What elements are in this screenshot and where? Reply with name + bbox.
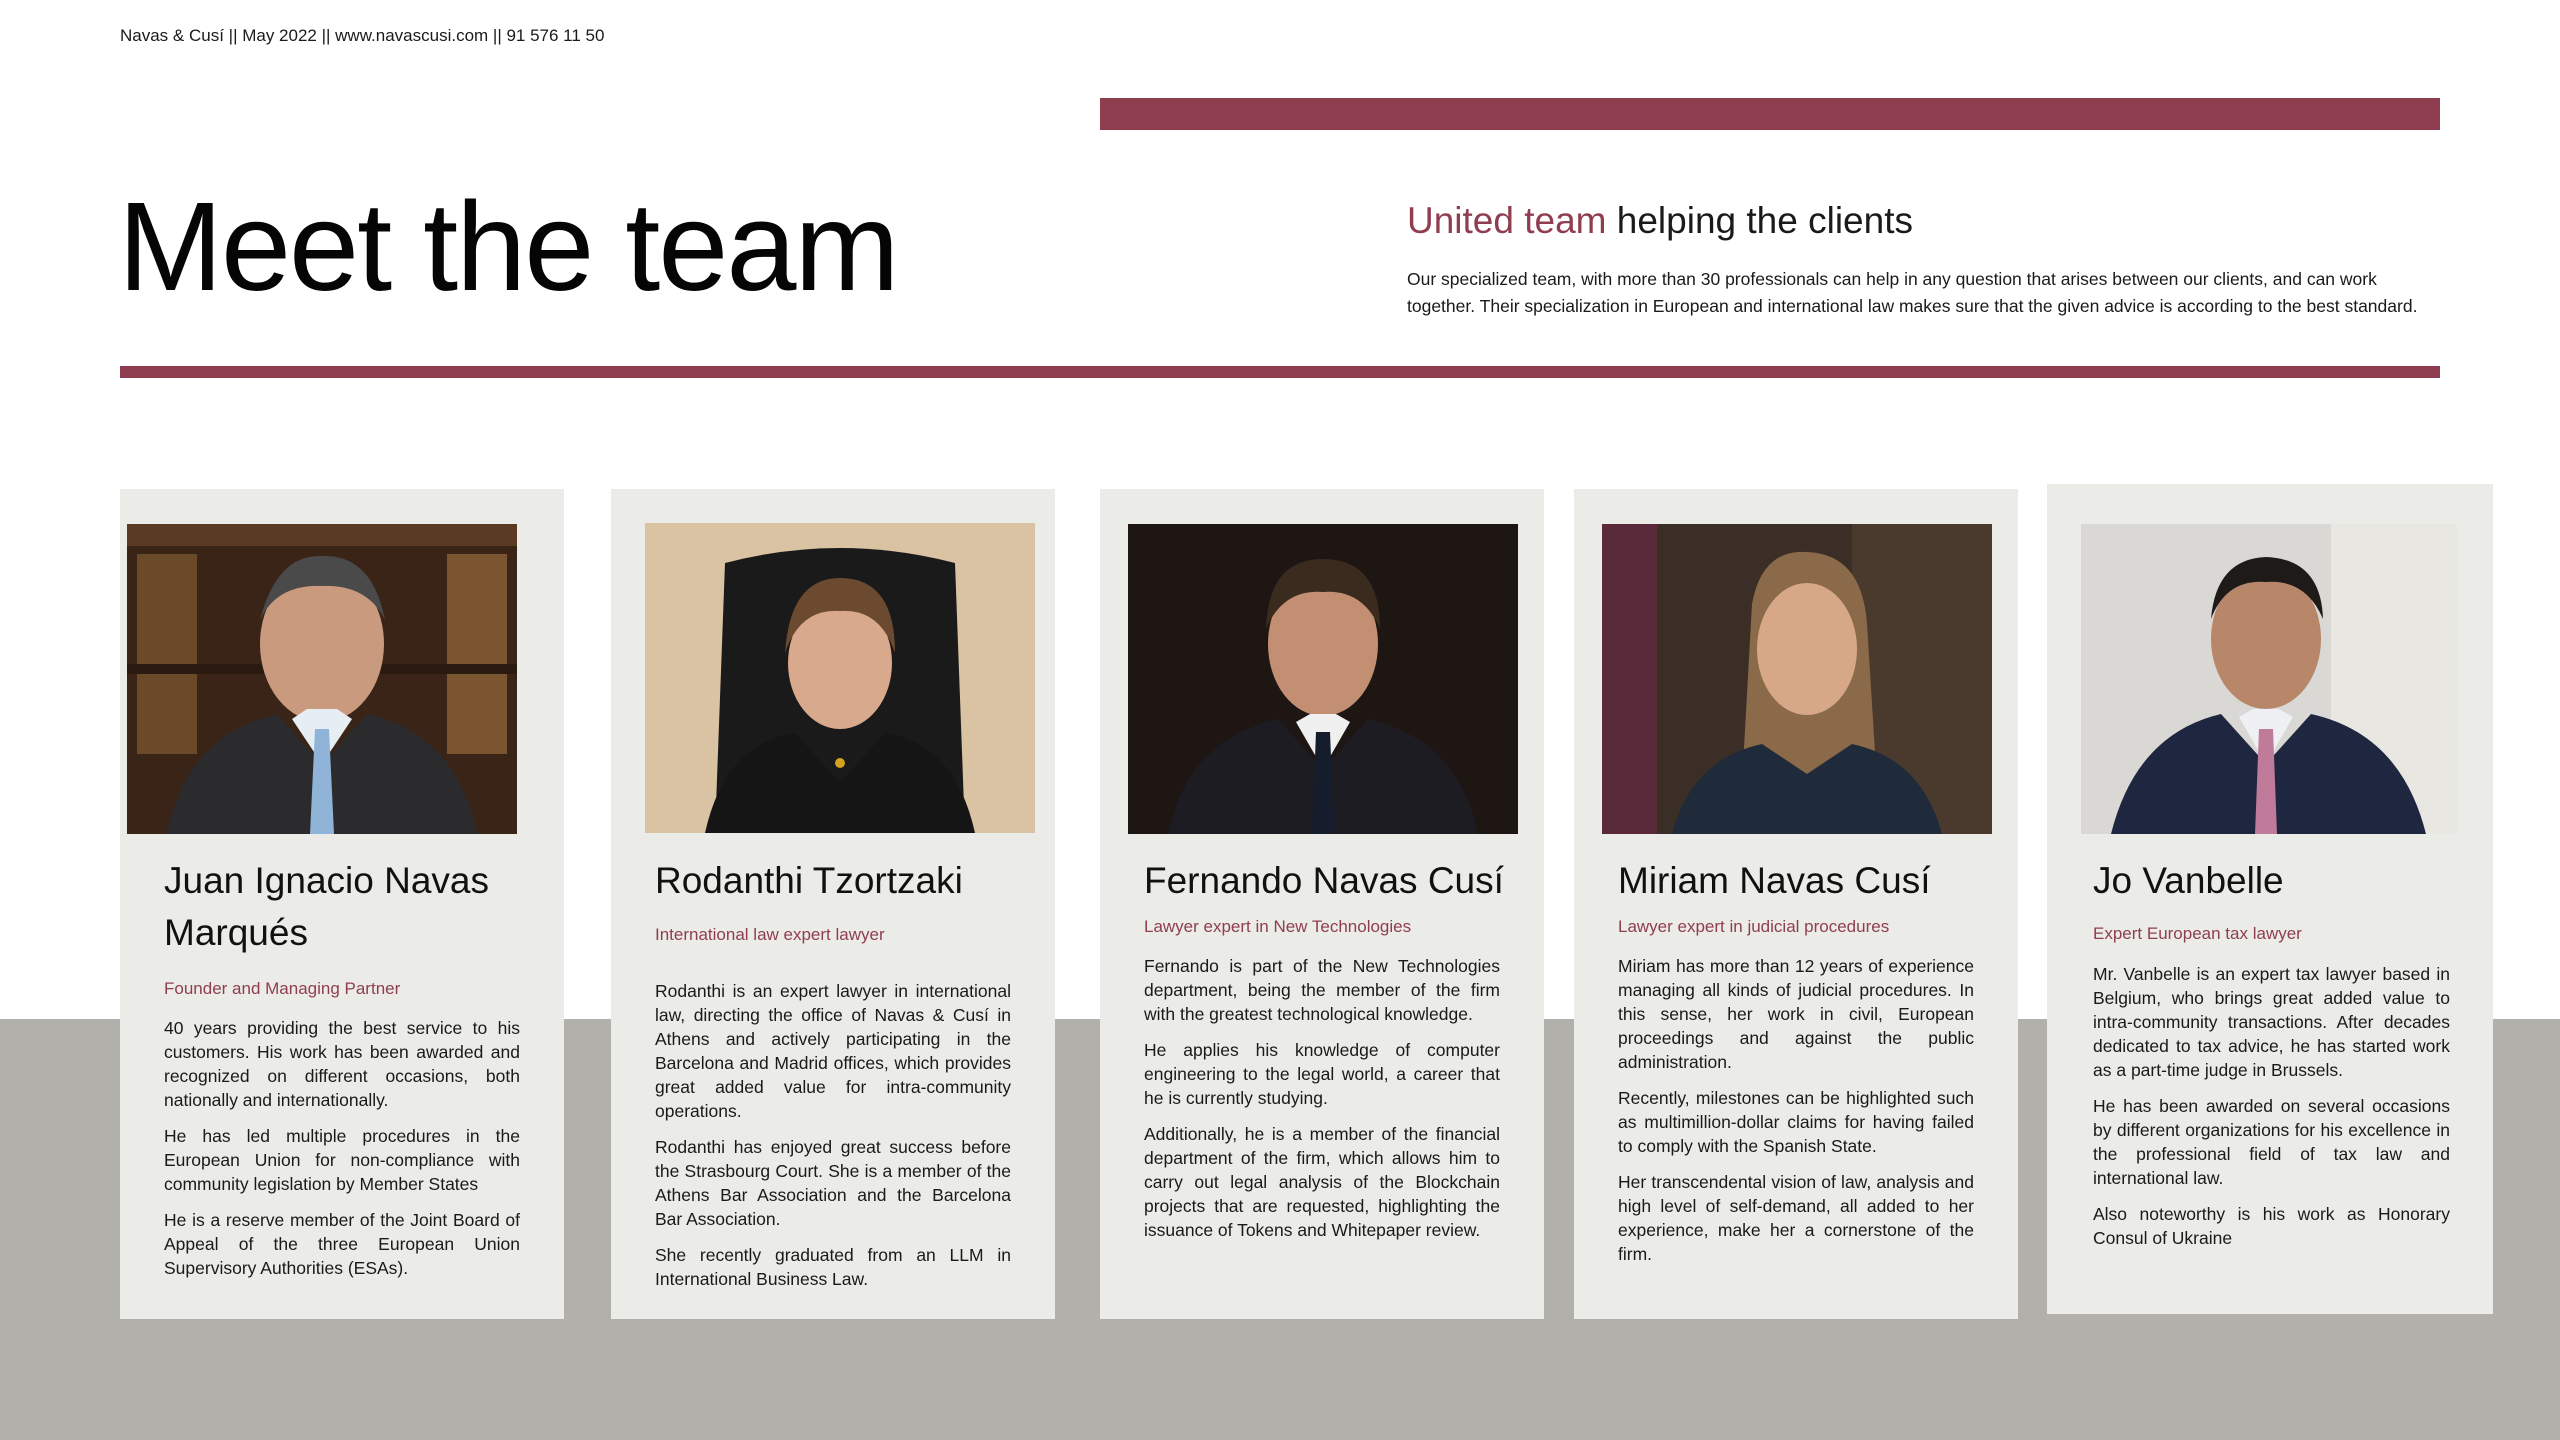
bio-paragraph: Also noteworthy is his work as Honorary Consul of Ukraine bbox=[2093, 1204, 2450, 1248]
intro-heading-rest: helping the clients bbox=[1606, 200, 1913, 241]
portrait-fernando bbox=[1128, 524, 1518, 834]
bio-paragraph: He has been awarded on several occasions by different organizations for his excellence in the professional field of tax law and international law. bbox=[2093, 1096, 2450, 1188]
bio-paragraph: Recently, milestones can be highlighted such as multimillion-dollar claims for having failed to comply with the Spanish State. bbox=[1618, 1088, 1974, 1156]
bio-paragraph: Additionally, he is a member of the financial department of the firm, which allows him to carry out legal analysis of the Blockchain projects that are requested, highlighting the issuance of Tokens and Whitepaper review. bbox=[1144, 1124, 1500, 1240]
member-bio bbox=[1618, 954, 1974, 1278]
bio-paragraph: Her transcendental vision of law, analysis and high level of self-demand, all added to her experience, make her a cornerstone of the firm. bbox=[1618, 1172, 1974, 1264]
member-name: Rodanthi Tzortzaki bbox=[655, 860, 963, 901]
team-card-rodanthi bbox=[611, 489, 1055, 1319]
team-card-jo bbox=[2047, 484, 2493, 1314]
intro-text: Our specialized team, with more than 30 professionals can help in any question that arises between our clients, and can work together. Their specialization in European and international law makes sure that the given advice is according to the best standard. bbox=[1407, 269, 2418, 316]
page-title: Meet the team bbox=[118, 176, 898, 317]
team-card-juan bbox=[120, 489, 564, 1319]
member-role: Expert European tax lawyer bbox=[2093, 924, 2302, 943]
bio-paragraph: Mr. Vanbelle is an expert tax lawyer based in Belgium, who brings great added value to intra-community transactions. After decades dedicated to tax advice, he has started work as a part-time judge in Brussels. bbox=[2093, 964, 2450, 1080]
member-name: Juan Ignacio Navas Marqués bbox=[164, 860, 489, 953]
portrait-juan bbox=[127, 524, 517, 834]
bio-paragraph: Miriam has more than 12 years of experience managing all kinds of judicial procedures. In this sense, her work in civil, European proceedings and against the public administration. bbox=[1618, 956, 1974, 1072]
member-bio bbox=[1144, 954, 1500, 1254]
bio-paragraph: She recently graduated from an LLM in International Business Law. bbox=[655, 1245, 1011, 1289]
bio-paragraph: Rodanthi is an expert lawyer in international law, directing the office of Navas & Cusí in Athens and actively participating in the Barcelona and Madrid offices, which provides great added value for intra-community operations. bbox=[655, 981, 1011, 1121]
member-role: Founder and Managing Partner bbox=[164, 979, 401, 998]
intro-heading-accent: United team bbox=[1407, 200, 1607, 241]
bio-paragraph: Fernando is part of the New Technologies department, being the member of the firm with the greatest technological knowledge. bbox=[1144, 956, 1500, 1024]
member-bio bbox=[2093, 962, 2450, 1262]
member-role: Lawyer expert in New Technologies bbox=[1144, 917, 1412, 936]
bio-paragraph: He applies his knowledge of computer engineering to the legal world, a career that he is currently studying. bbox=[1144, 1040, 1500, 1108]
member-role: International law expert lawyer bbox=[655, 925, 885, 944]
accent-bar bbox=[1100, 98, 2440, 130]
member-name: Jo Vanbelle bbox=[2093, 860, 2284, 901]
portrait-miriam bbox=[1602, 524, 1992, 834]
document-header: Navas & Cusí || May 2022 || www.navascusi.com || 91 576 11 50 bbox=[120, 26, 605, 45]
bio-paragraph: 40 years providing the best service to his customers. His work has been awarded and recognized on different occasions, both nationally and internationally. bbox=[164, 1018, 520, 1110]
team-card-miriam bbox=[1574, 489, 2018, 1319]
member-name: Miriam Navas Cusí bbox=[1618, 860, 1931, 901]
portrait-rodanthi bbox=[645, 523, 1035, 833]
intro-heading bbox=[1407, 200, 1913, 242]
section-divider bbox=[120, 366, 2440, 378]
member-bio bbox=[655, 979, 1011, 1303]
team-card-fernando bbox=[1100, 489, 1544, 1319]
member-bio bbox=[164, 1016, 520, 1292]
portrait-jo bbox=[2081, 524, 2457, 834]
bio-paragraph: Rodanthi has enjoyed great success before the Strasbourg Court. She is a member of the Athens Bar Association and the Barcelona Bar Association. bbox=[655, 1137, 1011, 1229]
bio-paragraph: He has led multiple procedures in the European Union for non-compliance with community legislation by Member States bbox=[164, 1126, 520, 1194]
member-role: Lawyer expert in judicial procedures bbox=[1618, 917, 1890, 936]
bio-paragraph: He is a reserve member of the Joint Board of Appeal of the three European Union Supervisory Authorities (ESAs). bbox=[164, 1210, 520, 1278]
member-name: Fernando Navas Cusí bbox=[1144, 860, 1504, 901]
